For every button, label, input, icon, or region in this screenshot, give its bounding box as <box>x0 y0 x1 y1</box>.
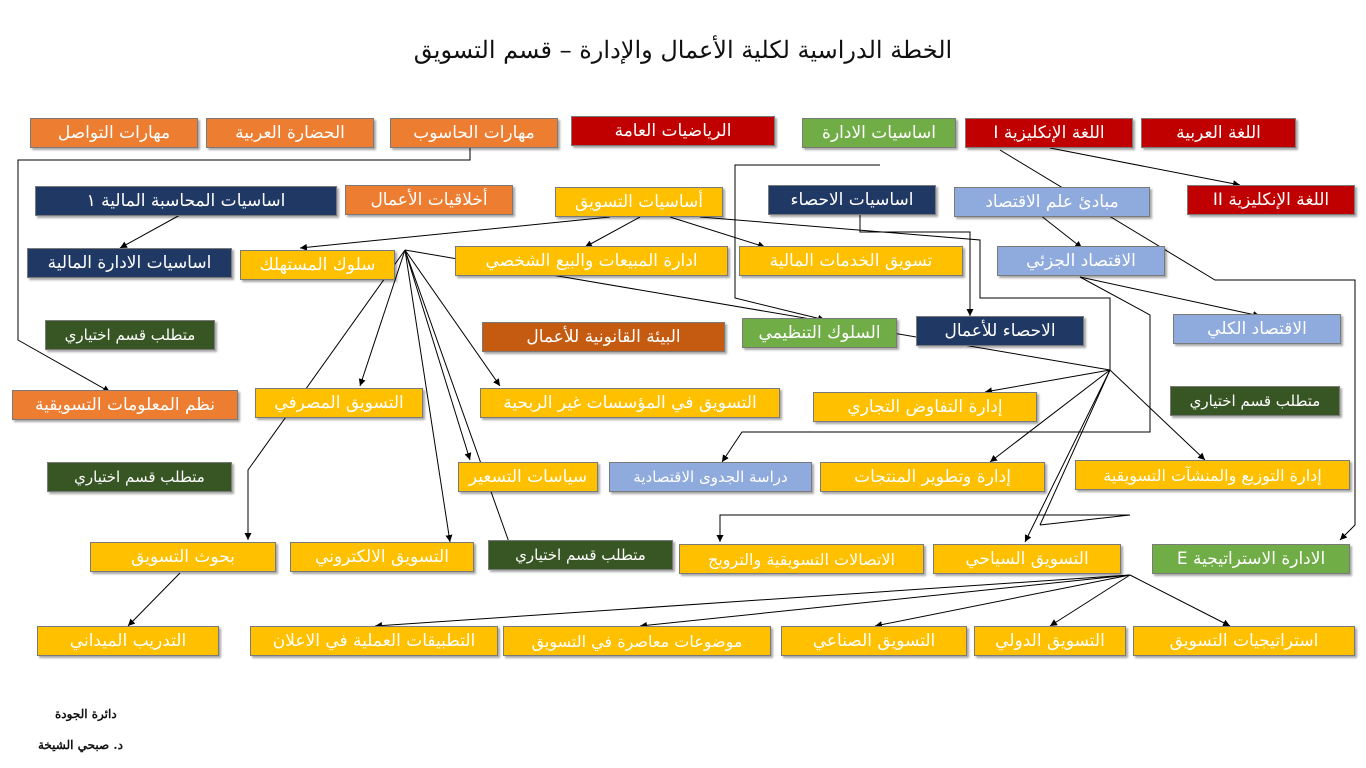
course-elective-4: متطلب قسم اختياري <box>488 540 673 570</box>
course-financial-accounting-1: اساسيات المحاسبة المالية ١ <box>35 186 337 216</box>
course-arabic: اللغة العربية <box>1141 118 1296 148</box>
course-field-training: التدريب الميداني <box>37 626 219 656</box>
course-international-marketing: التسويق الدولي <box>974 626 1126 656</box>
link-hub2-strategies <box>1130 575 1230 626</box>
course-organizational-behavior: السلوك التنظيمي <box>742 318 897 348</box>
link-hub2-industrial <box>875 575 1130 626</box>
link-hub2-adv <box>375 575 1130 626</box>
course-bank-marketing: التسويق المصرفي <box>255 388 423 418</box>
course-computer-skills: مهارات الحاسوب <box>390 118 558 148</box>
course-financial-management-basics: اساسيات الادارة المالية <box>27 248 232 278</box>
course-feasibility-study: دراسة الجدوى الاقتصادية <box>609 462 812 492</box>
course-macroeconomics: الاقتصاد الكلي <box>1173 314 1341 344</box>
link-mkt-sales <box>585 217 640 247</box>
course-pricing-policies: سياسات التسعير <box>458 462 598 492</box>
course-economics-principles: مبادئ علم الاقتصاد <box>954 187 1150 217</box>
footer-author: د. صبحي الشيخة <box>38 738 123 752</box>
course-elective-2: متطلب قسم اختياري <box>1170 386 1340 416</box>
link-econ-micro <box>1040 215 1082 248</box>
link-research-training <box>128 573 180 626</box>
link-micro-feasibility <box>722 277 1150 462</box>
course-sales-management: ادارة المبيعات والبيع الشخصي <box>455 246 728 276</box>
course-marketing-research: بحوث التسويق <box>90 542 276 572</box>
course-financial-services-marketing: تسويق الخدمات المالية <box>739 246 963 276</box>
course-business-statistics: الاحصاء للأعمال <box>916 316 1084 346</box>
course-management-basics: اساسيات الادارة <box>802 118 956 148</box>
link-micro-macro <box>1080 277 1260 316</box>
course-english-2: اللغة الإنكليزية II <box>1187 185 1355 215</box>
course-arab-civilization: الحضارة العربية <box>206 118 374 148</box>
course-industrial-marketing: التسويق الصناعي <box>781 626 967 656</box>
link-hub-negotiation <box>985 370 1110 392</box>
course-distribution-management: إدارة التوزيع والمنشآت التسويقية <box>1075 460 1350 490</box>
course-business-ethics: أخلاقيات الأعمال <box>345 185 513 215</box>
course-product-development: إدارة وتطوير المنتجات <box>820 462 1045 492</box>
course-general-math: الرياضيات العامة <box>571 116 775 146</box>
footer-department: دائرة الجودة <box>55 707 117 721</box>
course-marketing-basics: أساسيات التسويق <box>555 187 723 217</box>
link-eng1-eng2 <box>1050 148 1240 185</box>
course-statistics-basics: اساسيات الاحصاء <box>768 185 936 215</box>
course-advertising-practice: التطبيقات العملية في الاعلان <box>250 626 498 656</box>
page-title: الخطة الدراسية لكلية الأعمال والإدارة – قسم التسويق <box>413 36 953 64</box>
link-hub-cross <box>720 515 1130 542</box>
course-english-1: اللغة الإنكليزية I <box>965 118 1133 148</box>
course-elective-3: متطلب قسم اختياري <box>47 462 232 492</box>
link-mkt-consumer <box>300 217 610 248</box>
link-hub-mktcomm <box>1040 370 1110 525</box>
course-strategic-management: الادارة الاستراتيجية E <box>1152 544 1350 574</box>
link-hub2-contemporary <box>640 575 1130 626</box>
link-acc-finmgmt <box>120 215 180 248</box>
course-contemporary-topics: موضوعات معاصرة في التسويق <box>503 626 771 656</box>
course-marketing-communications: الاتصالات التسويقية والترويج <box>679 544 924 574</box>
course-tourism-marketing: التسويق السياحي <box>933 544 1121 574</box>
course-legal-environment: البيئة القانونية للأعمال <box>482 322 725 352</box>
course-negotiation-management: إدارة التفاوض التجاري <box>813 392 1037 422</box>
link-cb-pricing <box>405 250 470 460</box>
course-elective-1: متطلب قسم اختياري <box>45 320 215 350</box>
course-marketing-strategies: استراتيجيات التسويق <box>1133 626 1355 656</box>
course-e-marketing: التسويق الالكتروني <box>290 542 474 572</box>
course-nonprofit-marketing: التسويق في المؤسسات غير الربحية <box>480 388 780 418</box>
course-marketing-information-systems: نظم المعلومات التسويقية <box>12 390 238 420</box>
link-hub-tourism <box>1025 370 1110 542</box>
course-microeconomics: الاقتصاد الجزئي <box>997 246 1165 276</box>
course-consumer-behavior: سلوك المستهلك <box>240 250 395 280</box>
course-communication-skills: مهارات التواصل <box>30 118 198 148</box>
